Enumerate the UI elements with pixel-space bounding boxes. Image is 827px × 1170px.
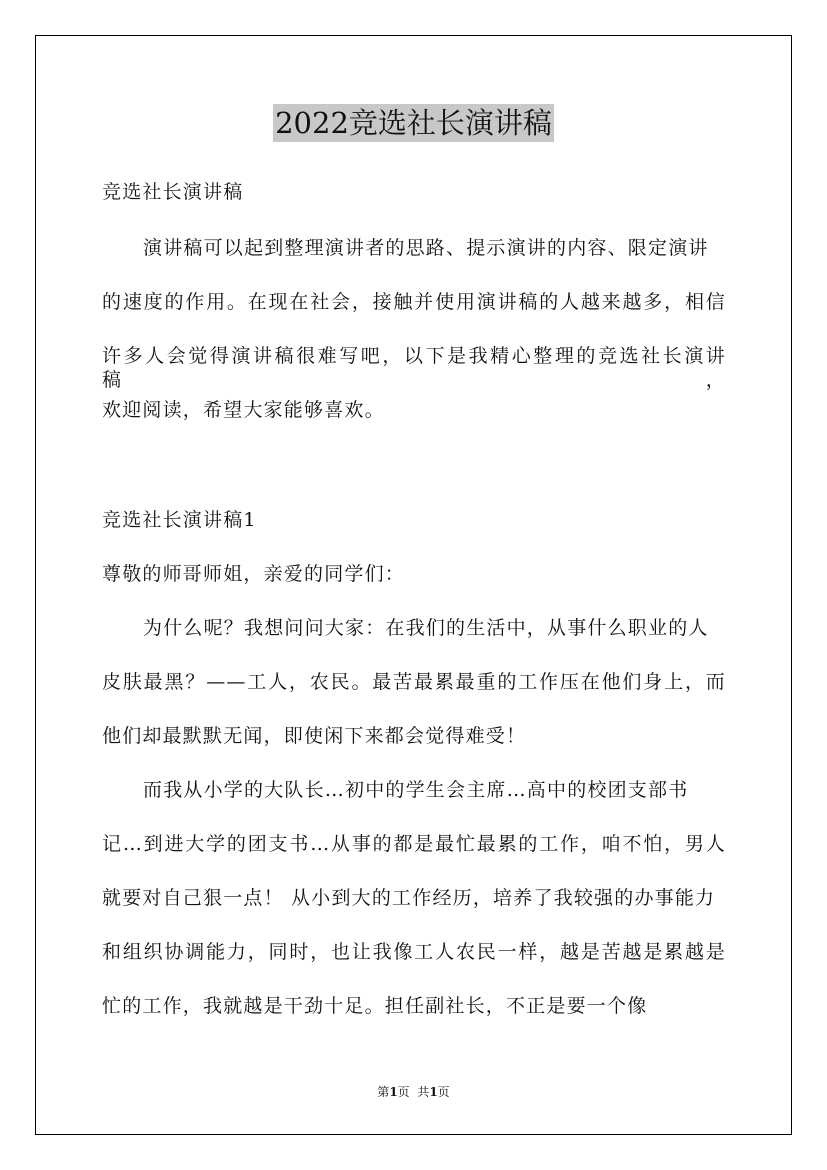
title-wrap [0, 104, 827, 142]
body-line-5: 记…到进大学的团支书…从事的都是最忙最累的工作，咱不怕，男人 [102, 833, 726, 855]
body-line-6: 就要对自己狠一点！ 从小到大的工作经历，培养了我较强的办事能力 [102, 887, 716, 909]
section-heading: 竞选社长演讲稿1 [102, 509, 257, 531]
body-line-2: 皮肤最黑？——工人，农民。最苦最累最重的工作压在他们身上，而 [102, 671, 726, 693]
body-line-4: 而我从小学的大队长…初中的学生会主席…高中的校团支部书 [143, 779, 689, 801]
body-line-7: 和组织协调能力，同时，也让我像工人农民一样，越是苦越是累越是 [102, 941, 726, 963]
intro-line-2: 的速度的作用。在现在社会，接触并使用演讲稿的人越来越多，相信 [102, 291, 726, 313]
page-footer [0, 1084, 827, 1100]
intro-line-4: 欢迎阅读，希望大家能够喜欢。 [102, 399, 385, 421]
page-mid: 页 共 [397, 1085, 430, 1099]
salutation: 尊敬的师哥师姐，亲爱的同学们： [102, 563, 406, 585]
body-line-3: 他们却最默默无闻，即使闲下来都会觉得难受！ [102, 725, 527, 747]
document-title: 2022竞选社长演讲稿 [275, 106, 552, 140]
page-total: 1 [429, 1085, 438, 1099]
intro-line-3: 许多人会觉得演讲稿很难写吧，以下是我精心整理的竞选社长演讲稿， [102, 345, 726, 391]
page-prefix: 第 [377, 1085, 390, 1099]
page-current: 1 [389, 1085, 398, 1099]
page-suffix: 页 [437, 1085, 450, 1099]
intro-line-1: 演讲稿可以起到整理演讲者的思路、提示演讲的内容、限定演讲 [143, 237, 709, 259]
subtitle: 竞选社长演讲稿 [102, 181, 244, 203]
body-line-1: 为什么呢？我想问问大家：在我们的生活中，从事什么职业的人 [143, 617, 709, 639]
body-line-8: 忙的工作，我就越是干劲十足。担任副社长，不正是要一个像 [102, 995, 648, 1017]
